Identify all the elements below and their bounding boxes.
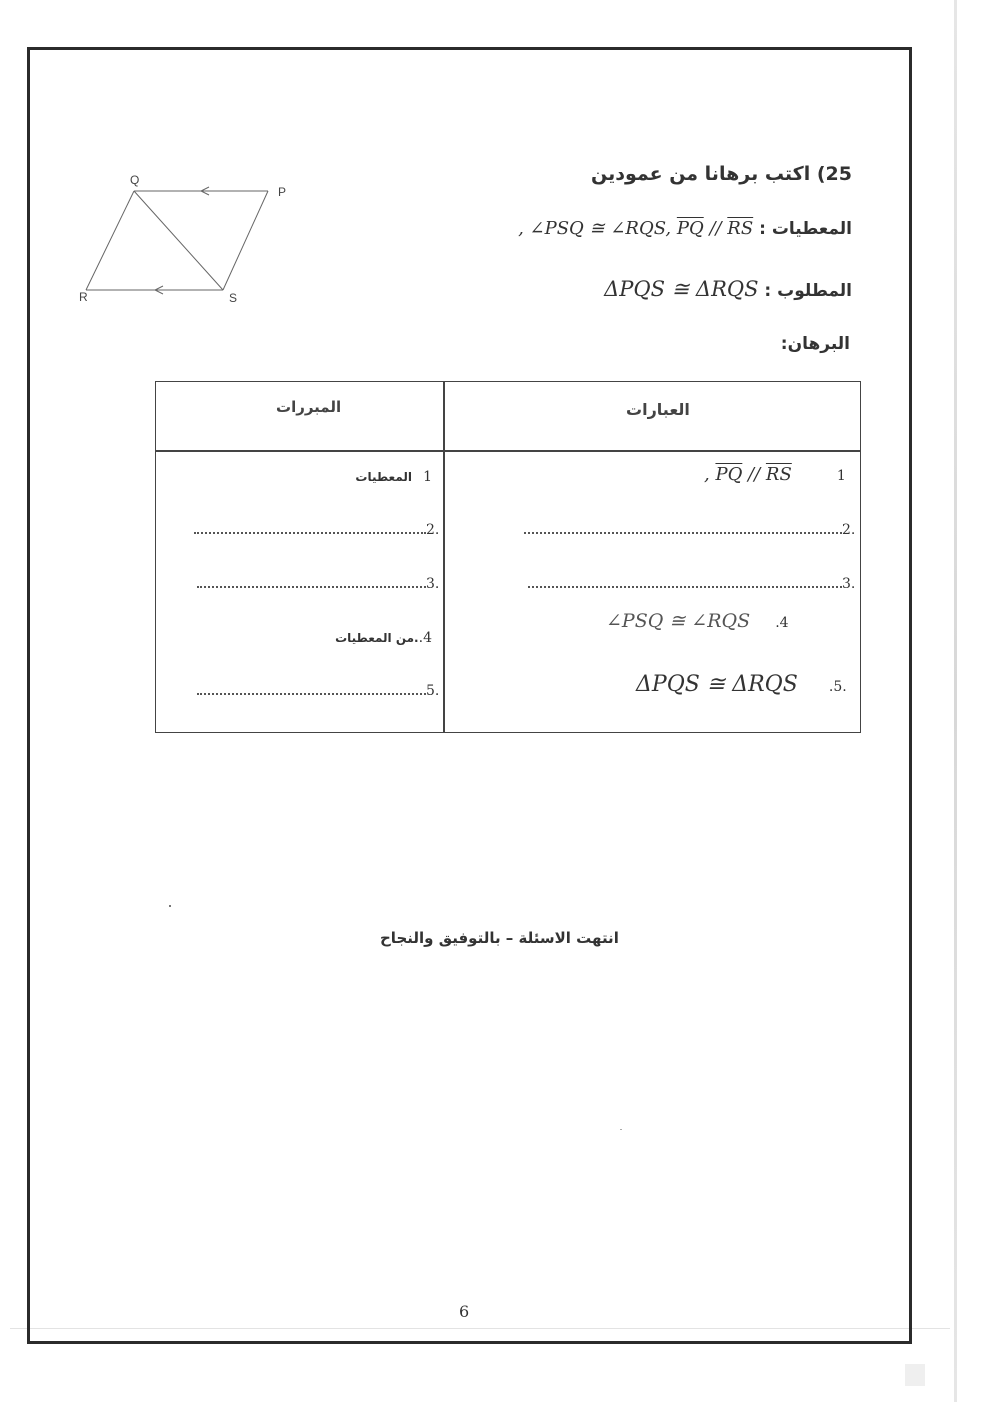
statement-4: ∠PSQ ≅ ∠RQS .4 xyxy=(606,610,789,632)
scan-speck xyxy=(620,1129,622,1130)
scan-speck xyxy=(169,905,171,907)
given-math: , ∠PSQ ≅ ∠RQS, $\overline{PQ} // \overline{RS}$ xyxy=(518,218,754,239)
reason-1: 1 المعطيات xyxy=(355,469,432,485)
closing-message: انتهت الاسئلة – بالتوفيق والنجاح xyxy=(380,929,619,947)
given-line xyxy=(518,218,852,239)
statement-2: 2. xyxy=(524,519,855,538)
scan-artifact-box xyxy=(905,1364,925,1386)
header-reasons: المبررات xyxy=(276,398,342,416)
required-label: المطلوب : xyxy=(764,281,852,301)
scan-artifact-edge xyxy=(954,0,957,1402)
header-divider xyxy=(156,450,860,452)
reason-2: 2. xyxy=(194,519,439,538)
proof-label: البرهان: xyxy=(780,334,850,354)
given-label: المعطيات : xyxy=(759,219,852,239)
vertex-label-r: R xyxy=(79,290,88,304)
reason-3: 3. xyxy=(197,573,439,592)
reason-5: 5. xyxy=(197,680,439,699)
diagonal-qs xyxy=(134,191,223,290)
proof-table xyxy=(155,381,861,733)
parallelogram-diagram xyxy=(72,170,302,310)
vertex-label-p: P xyxy=(278,185,287,199)
vertex-label-s: S xyxy=(229,291,238,305)
side-ps xyxy=(223,191,268,290)
statement-3: 3. xyxy=(528,573,855,592)
required-math: ΔPQS ≅ ΔRQS xyxy=(604,277,759,301)
vertex-label-q: Q xyxy=(130,173,140,187)
required-line xyxy=(604,277,852,301)
header-statements: العبارات xyxy=(626,400,690,419)
statement-1: , $\overline{PQ} // \overline{RS}$ 1 xyxy=(704,464,846,485)
reason-4: 4..من المعطيات xyxy=(335,630,432,646)
statement-5: ΔPQS ≅ ΔRQS .5. xyxy=(636,672,847,697)
column-divider xyxy=(443,382,445,732)
page-number: 6 xyxy=(459,1302,470,1321)
question-title: 25) اكتب برهانا من عمودين xyxy=(590,163,852,185)
side-rq xyxy=(86,191,134,290)
